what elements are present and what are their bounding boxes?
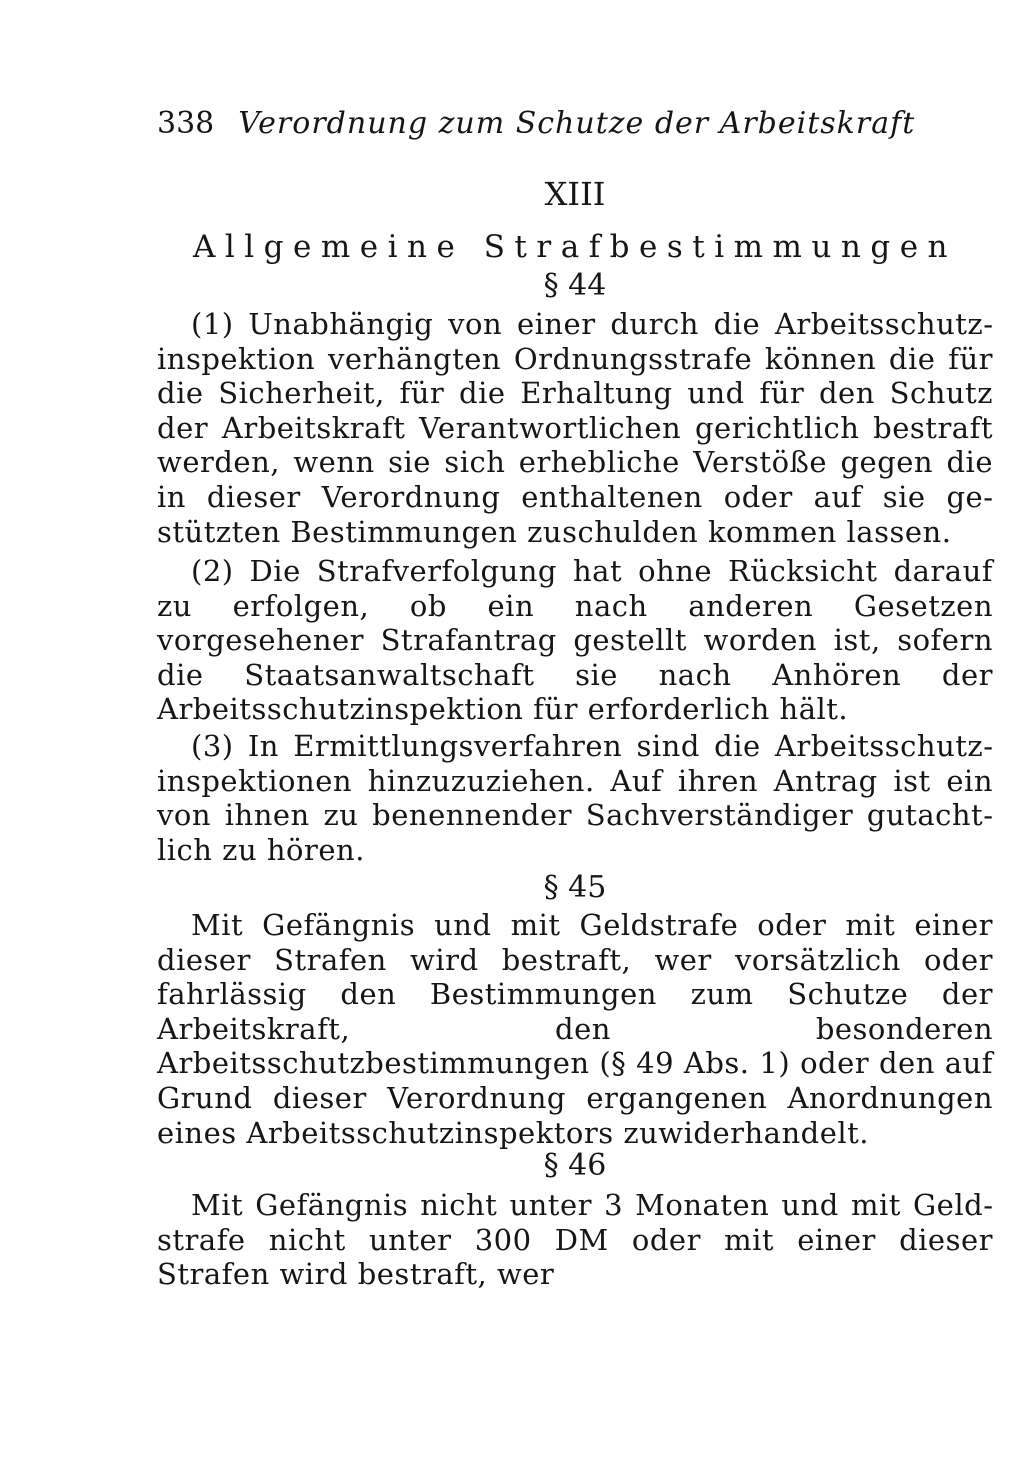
page-number: 338: [157, 106, 215, 141]
chapter-number: XIII: [544, 175, 606, 213]
section-44-paragraph-1: (1) Unabhängig von einer durch die Arbeitsschutzinspektion verhängten Ordnungsstrafe können die für die Sicherheit, für die Erhaltung und für den Schutz der Arbeitskraft Verantwortlichen gerichtlich bestraft werden, wenn sie sich erhebliche Verstöße gegen die in dieser Verordnung enthaltenen oder auf sie gestützten Bestimmungen zuschulden kommen lassen.: [157, 307, 993, 549]
running-title: Verordnung zum Schutze der Arbeitskraft: [238, 106, 916, 141]
section-46-paragraph: Mit Gefängnis nicht unter 3 Monaten und mit Geldstrafe nicht unter 300 DM oder mit einer dieser Strafen wird bestraft, wer: [157, 1188, 993, 1292]
section-45-paragraph: Mit Gefängnis und mit Geldstrafe oder mit einer dieser Strafen wird bestraft, wer vorsätzlich oder fahrlässig den Bestimmungen zum Schutze der Arbeitskraft, den besonderen Arbeitsschutzbestimmungen (§ 49 Abs. 1) oder den auf Grund dieser Verordnung ergangenen Anordnungen eines Arbeitsschutzinspektors zuwiderhandelt.: [157, 908, 993, 1150]
section-heading-44: § 44: [543, 268, 607, 303]
section-44-paragraph-3: (3) In Ermittlungsverfahren sind die Arbeitsschutzinspektionen hinzuzuziehen. Auf ihren Antrag ist ein von ihnen zu benennender Sachverständiger gutachtlich zu hören.: [157, 729, 993, 867]
section-heading-46: § 46: [543, 1148, 607, 1183]
section-44-paragraph-2: (2) Die Strafverfolgung hat ohne Rücksicht darauf zu erfolgen, ob ein nach anderen Gesetzen vorgesehener Strafantrag gestellt worden ist, sofern die Staatsanwaltschaft sie nach Anhören der Arbeitsschutzinspektion für erforderlich hält.: [157, 554, 993, 727]
chapter-title: Allgemeine Strafbestimmungen: [192, 229, 958, 265]
page-header: [157, 104, 917, 144]
section-heading-45: § 45: [543, 870, 607, 905]
